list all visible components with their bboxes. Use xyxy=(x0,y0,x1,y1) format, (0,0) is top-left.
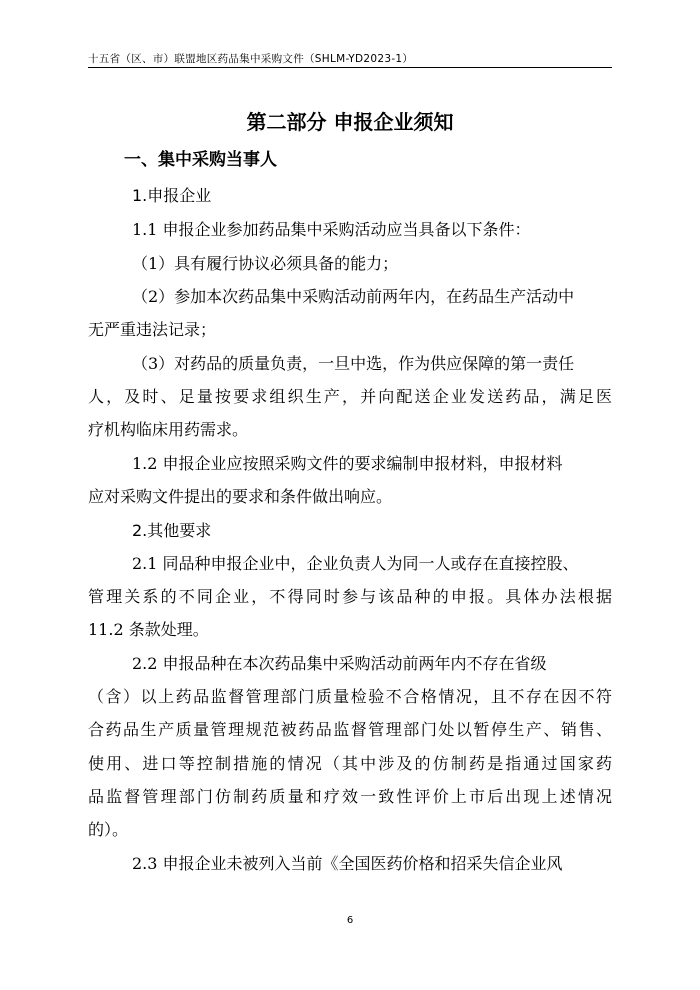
paragraph-line: 品监督管理部门仿制药质量和疗效一致性评价上市后出现上述情况 xyxy=(88,787,612,806)
paragraph-line: 应对采购文件提出的要求和条件做出响应。 xyxy=(88,487,393,506)
paragraph-line: 的）。 xyxy=(88,820,129,839)
paragraph-line: 2.3 申报企业未被列入当前《全国医药价格和招采失信企业风 xyxy=(132,854,563,873)
paragraph-line: 1.2 申报企业应按照采购文件的要求编制申报材料，申报材料 xyxy=(132,454,563,473)
header-divider xyxy=(88,67,612,68)
page-header: 十五省（区、市）联盟地区药品集中采购文件（SHLM-YD2023-1） xyxy=(88,53,414,65)
paragraph-line: （3）对药品的质量负责，一旦中选，作为供应保障的第一责任 xyxy=(132,354,575,373)
page-number: 6 xyxy=(346,915,354,926)
sub-heading-applicant: 1.申报企业 xyxy=(132,186,212,205)
paragraph-line: 2.2 申报品种在本次药品集中采购活动前两年内不存在省级 xyxy=(132,654,547,673)
paragraph-line: 合药品生产质量管理规范被药品监督管理部门处以暂停生产、销售、 xyxy=(88,720,612,739)
paragraph-line: （1）具有履行协议必须具备的能力； xyxy=(132,254,399,273)
section-heading: 一、集中采购当事人 xyxy=(124,150,277,170)
paragraph-line: 使用、进口等控制措施的情况（其中涉及的仿制药是指通过国家药 xyxy=(88,754,612,773)
paragraph-line: （2）参加本次药品集中采购活动前两年内，在药品生产活动中 xyxy=(132,287,575,306)
page-title: 第二部分 申报企业须知 xyxy=(246,110,454,134)
paragraph-line: 疗机构临床用药需求。 xyxy=(88,420,249,439)
paragraph-line: 无严重违法记录； xyxy=(88,320,217,339)
paragraph-line: 2.1 同品种申报企业中，企业负责人为同一人或存在直接控股、 xyxy=(132,554,579,573)
paragraph-line: （含）以上药品监督管理部门质量检验不合格情况，且不存在因不符 xyxy=(88,687,612,706)
paragraph-line: 1.1 申报企业参加药品集中采购活动应当具备以下条件： xyxy=(132,220,531,239)
paragraph-line: 管理关系的不同企业，不得同时参与该品种的申报。具体办法根据 xyxy=(88,587,612,606)
sub-heading-other: 2.其他要求 xyxy=(132,521,212,540)
paragraph-line: 11.2 条款处理。 xyxy=(88,620,209,639)
paragraph-line: 人，及时、足量按要求组织生产，并向配送企业发送药品，满足医 xyxy=(88,387,612,406)
